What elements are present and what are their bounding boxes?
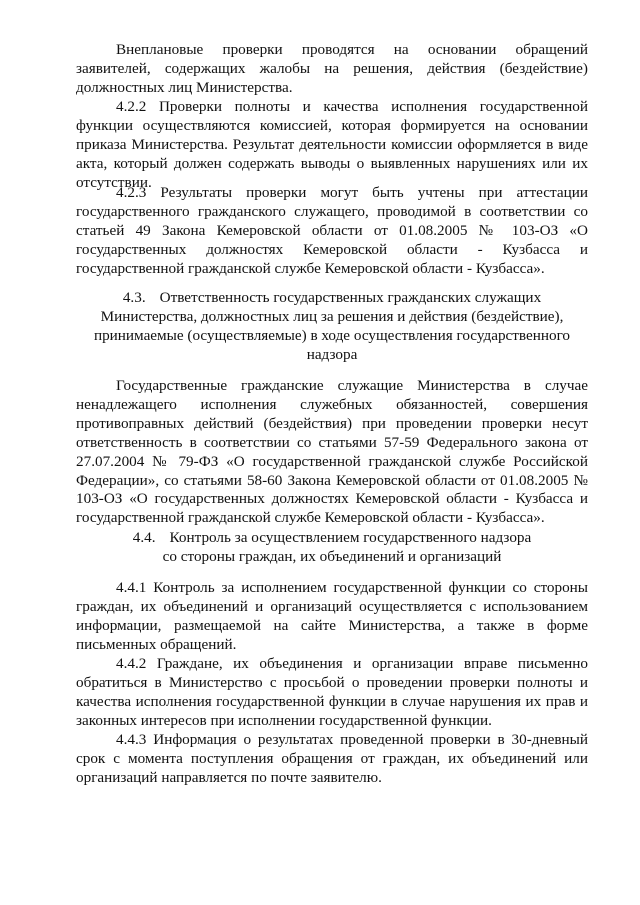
section-4-4-heading <box>76 529 588 567</box>
paragraph-4-2-3: 4.2.3 Результаты проверки могут быть учтены при аттестации государственного гражданского служащего, проводимой в соответствии со статьей 49 Закона Кемеровской области от 01.08.2005 № 103-ОЗ «О государственных должностях Кемеровской области - Кузбасса и государственной гражданской службе Кемеровской области - Кузбасса». <box>76 184 588 277</box>
paragraph-4-4-2: 4.4.2 Граждане, их объединения и организации вправе письменно обратиться в Министерство с просьбой о проведении проверки полноты и качества исполнения государственной функции в случае нарушения их прав и законных интересов при исполнении государственной функции. <box>76 655 588 729</box>
section-4-4-number: 4.4. <box>132 529 156 546</box>
section-4-3-title-line: Министерства, должностных лиц за решения и действия (бездействие), <box>100 307 564 325</box>
paragraph-4-4-1: 4.4.1 Контроль за исполнением государственной функции со стороны граждан, их объединений и организаций осуществляется с использованием информации, размещаемой на сайте Министерства, а также в форме письменных обращений. <box>76 579 588 653</box>
section-4-3-title-line: Ответственность государственных гражданских служащих <box>159 289 542 306</box>
section-4-3-title-line: принимаемые (осуществляемые) в ходе осуществления государственного <box>93 326 571 344</box>
section-4-4-title-line: Контроль за осуществлением государственного надзора <box>169 529 532 546</box>
paragraph-4-3-responsibility: Государственные гражданские служащие Министерства в случае ненадлежащего исполнения служебных обязанностей, совершения противоправных действий (бездействия) при проведении проверки несут ответственность в соответствии со статьями 57-59 Федерального закона от 27.07.2004 № 79-ФЗ «О государственной гражданской службе Российской Федерации», со статьями 58-60 Закона Кемеровской области от 01.08.2005 № 103-ОЗ «О государственных должностях Кемеровской области - Кузбасса и государственной гражданской службе Кемеровской области - Кузбасса». <box>76 377 588 527</box>
paragraph-unscheduled-inspections: Внеплановые проверки проводятся на основании обращений заявителей, содержащих жалобы на решения, действия (бездействие) должностных лиц Министерства. <box>76 41 588 96</box>
section-4-3-title-line: надзора <box>306 345 358 363</box>
paragraph-4-2-2: 4.2.2 Проверки полноты и качества исполнения государственной функции осуществляются комиссией, которая формируется на основании приказа Министерства. Результат деятельности комиссии оформляется в виде акта, который должен содержать выводы о выявленных нарушениях или их отсутствии. <box>76 98 588 191</box>
section-4-3-heading <box>76 289 588 365</box>
paragraph-4-4-3: 4.4.3 Информация о результатах проведенной проверки в 30-дневный срок с момента поступления обращения от граждан, их объединений или организаций направляется по почте заявителю. <box>76 731 588 786</box>
section-4-3-number: 4.3. <box>122 289 146 306</box>
section-4-4-title-line: со стороны граждан, их объединений и организаций <box>162 547 502 565</box>
